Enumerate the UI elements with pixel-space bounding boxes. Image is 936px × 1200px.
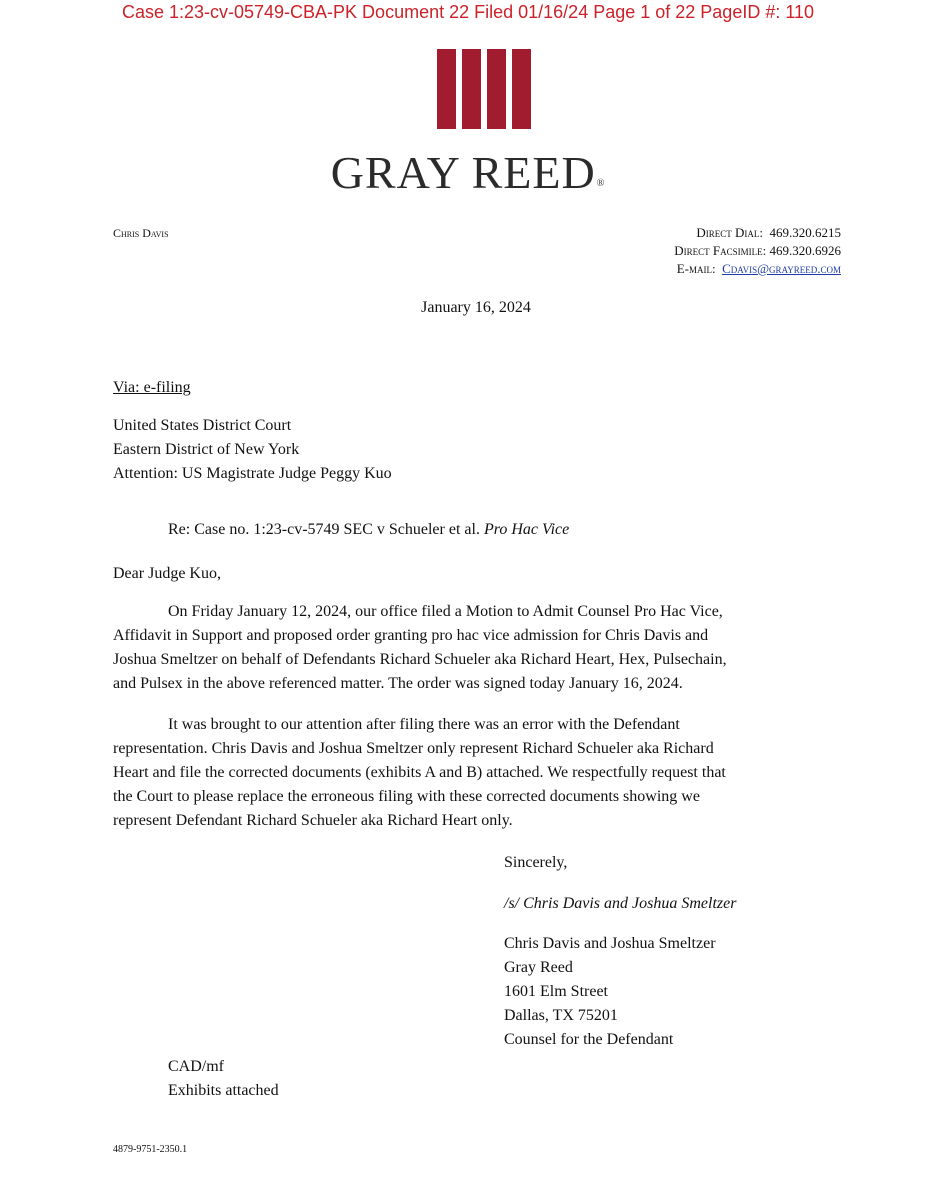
registered-mark: ® [596, 178, 606, 189]
enclosure-line: Exhibits attached [168, 1082, 279, 1099]
paragraph-line: It was brought to our attention after filing there was an error with the Defendant [168, 716, 680, 733]
court-filing-stamp: Case 1:23-cv-05749-CBA-PK Document 22 Filed 01/16/24 Page 1 of 22 PageID #: 110 [121, 2, 815, 22]
paragraph-line: the Court to please replace the erroneous filing with these corrected documents showing we [113, 788, 700, 805]
signature-line: Chris Davis and Joshua Smeltzer [504, 935, 716, 952]
email-link[interactable]: Cdavis@grayreed.com [722, 261, 841, 276]
paragraph-line: representation. Chris Davis and Joshua Smeltzer only represent Richard Schueler aka Richard [113, 740, 714, 757]
signature-line: Dallas, TX 75201 [504, 1007, 618, 1024]
signature-line: Gray Reed [504, 959, 573, 976]
signature-block [504, 932, 716, 1052]
closing: Sincerely, [504, 854, 568, 871]
paragraph-line: Joshua Smeltzer on behalf of Defendants Richard Schueler aka Richard Heart, Hex, Pulsechain, [113, 651, 727, 668]
direct-dial-row [674, 224, 841, 242]
electronic-signature: /s/ Chris Davis and Joshua Smeltzer [504, 895, 737, 912]
recipient-line: Attention: US Magistrate Judge Peggy Kuo [113, 465, 392, 482]
recipient-line: United States District Court [113, 417, 292, 434]
sender-name: Chris Davis [113, 226, 169, 240]
subject-italic: Pro Hac Vice [483, 521, 570, 538]
body-paragraph-1 [113, 600, 848, 696]
direct-dial-value: 469.320.6215 [769, 225, 841, 240]
subject-prefix: Re: Case no. 1:23-cv-5749 SEC v Schueler et al. [168, 521, 480, 538]
body-paragraph-2 [113, 713, 848, 833]
paragraph-line: and Pulsex in the above referenced matter. The order was signed today January 16, 2024. [113, 675, 683, 692]
fax-value: 469.320.6926 [769, 243, 841, 258]
paragraph-line: On Friday January 12, 2024, our office filed a Motion to Admit Counsel Pro Hac Vice, [168, 603, 723, 620]
document-number: 4879-9751-2350.1 [113, 1144, 188, 1155]
email-row [674, 260, 841, 278]
typist-initials [168, 1055, 279, 1103]
initials-line: CAD/mf [168, 1058, 224, 1075]
recipient-address [113, 414, 392, 486]
signature-line: 1601 Elm Street [504, 983, 608, 1000]
subject-line [168, 518, 569, 542]
firm-logo-wordmark [0, 146, 936, 199]
firm-name: GRAY REED [330, 147, 596, 198]
contact-block [674, 224, 841, 278]
fax-label: Direct Facsimile: [674, 243, 767, 258]
delivery-method: Via: e-filing [113, 379, 191, 396]
salutation: Dear Judge Kuo, [113, 565, 221, 582]
paragraph-line: Affidavit in Support and proposed order granting pro hac vice admission for Chris Davis and [113, 627, 709, 644]
direct-dial-label: Direct Dial: [696, 225, 763, 240]
signature-line: Counsel for the Defendant [504, 1031, 674, 1048]
fax-row [674, 242, 841, 260]
email-label: E-mail: [676, 261, 716, 276]
paragraph-line: represent Defendant Richard Schueler aka Richard Heart only. [113, 812, 513, 829]
paragraph-line: Heart and file the corrected documents (exhibits A and B) attached. We respectfully request that [113, 764, 726, 781]
letter-date: January 16, 2024 [421, 299, 531, 316]
recipient-line: Eastern District of New York [113, 441, 300, 458]
